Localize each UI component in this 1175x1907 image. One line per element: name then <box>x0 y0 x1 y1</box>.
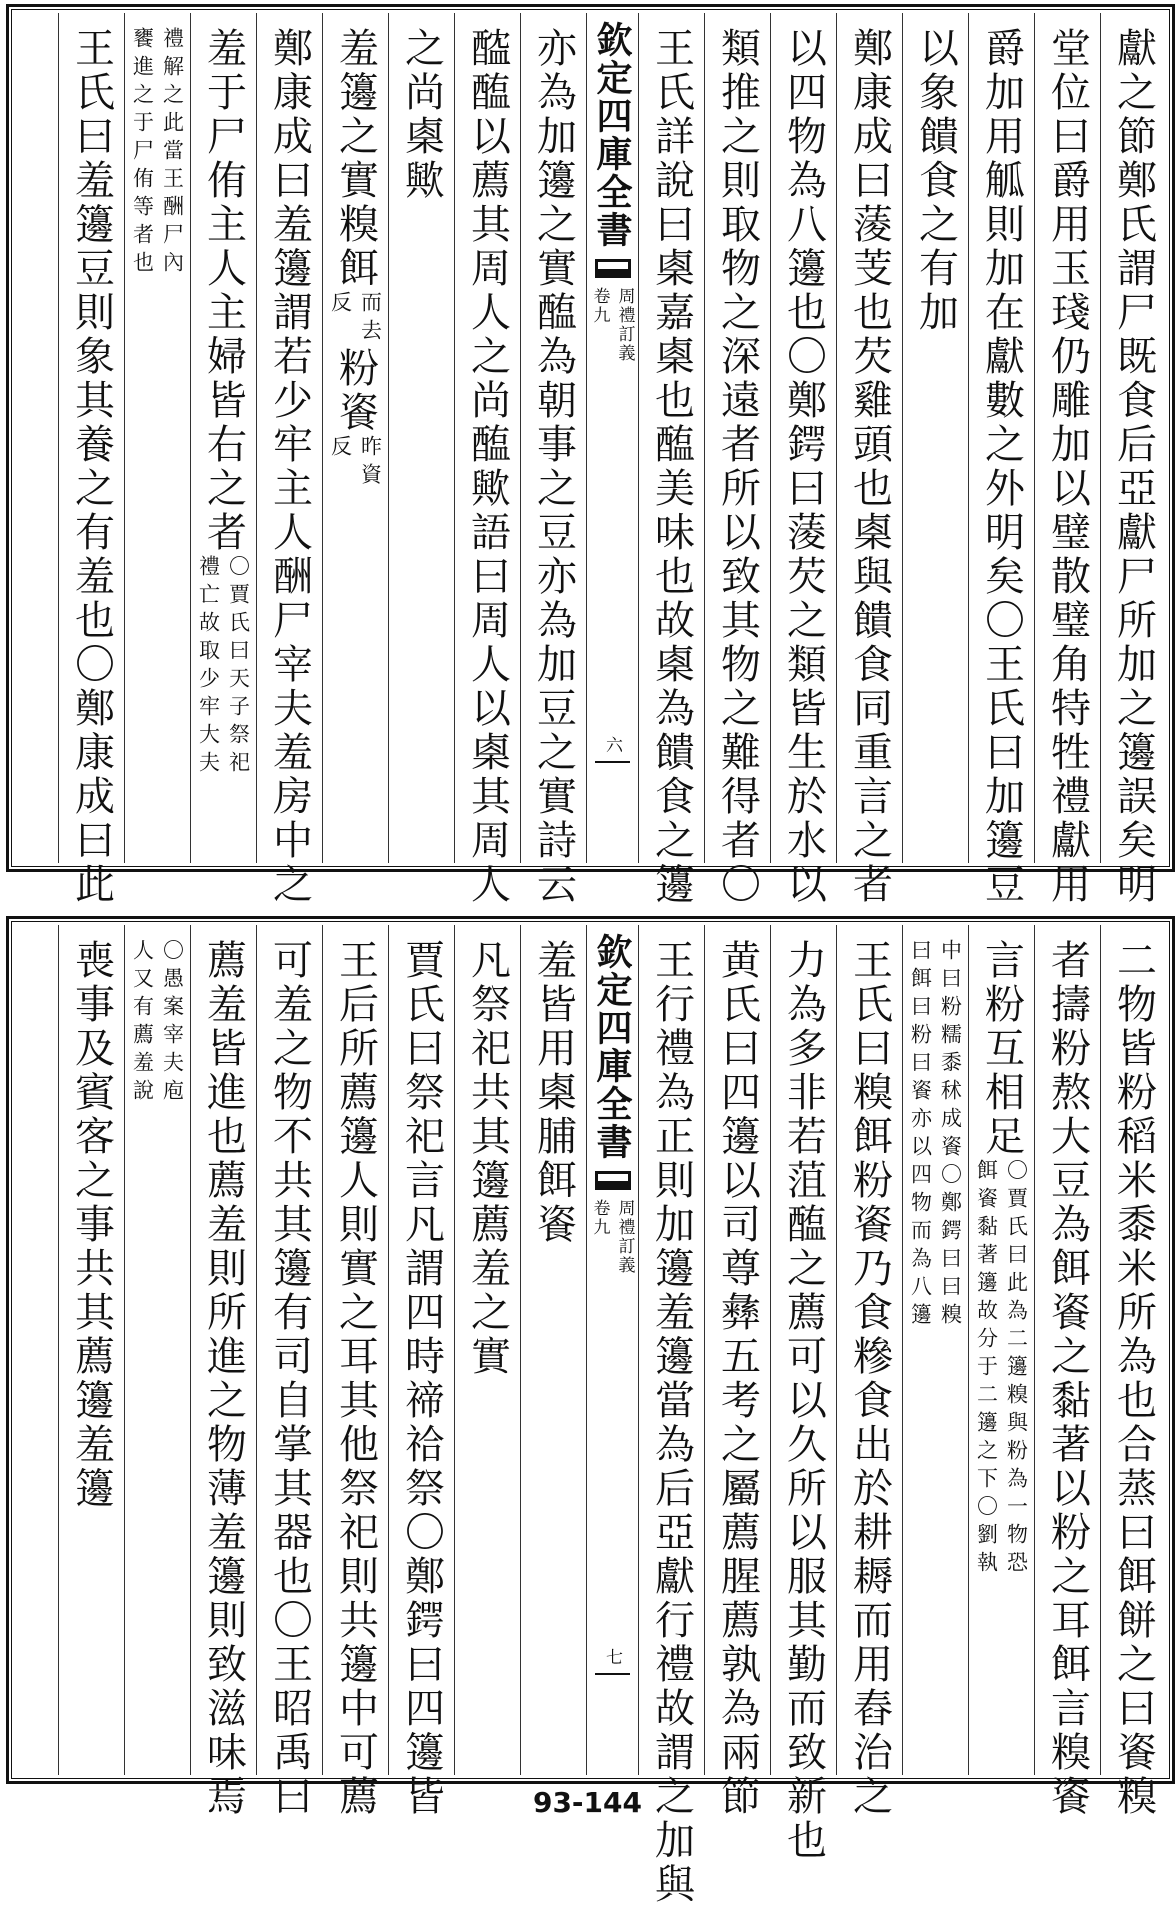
left-text-column <box>190 925 256 1819</box>
left-text-column <box>58 13 124 907</box>
leaf-number: 七 <box>602 1648 622 1665</box>
column-text: 類推之則取物之深遠者所以致其物之難得者〇 <box>714 27 761 907</box>
column-text: 爵加用觚則加在獻數之外明矣〇王氏曰加籩豆 <box>978 27 1025 907</box>
page-footer-number: 93-144 <box>532 1786 643 1819</box>
column-text: 喪事及賓客之事共其薦籩羞籩 <box>68 939 115 1511</box>
center-fold-column <box>586 13 638 863</box>
right-text-column <box>638 13 704 907</box>
column-text: 鄭康成曰蔆芰也芡雞頭也㮚與饋食同重言之者 <box>846 27 893 907</box>
right-text-column <box>1100 13 1166 907</box>
left-text-column <box>256 925 322 1819</box>
left-text-column <box>322 13 388 863</box>
left-text-column <box>58 925 124 1775</box>
right-text-column <box>902 13 968 863</box>
column-text: 之尚㮚歟 <box>398 27 445 203</box>
note-line: 反 <box>328 435 353 463</box>
left-text-column <box>190 13 256 863</box>
note-line: 禮解之此當王酬尸內 <box>160 27 185 279</box>
column-text: 羞籩之實糗餌 <box>332 27 379 291</box>
column-text: 獻之節鄭氏謂尸既食后亞獻尸所加之籩誤矣明 <box>1110 27 1157 907</box>
right-text-column <box>902 925 968 1775</box>
left-text-column <box>256 13 322 907</box>
note-line: 餌餈黏著籩故分于二籩之下〇劉執 <box>974 1159 999 1579</box>
left-text-column <box>454 925 520 1775</box>
annotation-note <box>326 435 386 491</box>
annotation-note <box>128 27 188 279</box>
fold-rule <box>595 761 630 763</box>
annotation-note <box>326 291 386 347</box>
page-top <box>6 4 1175 907</box>
annotation-note <box>194 555 254 779</box>
fishtail-mark-icon <box>593 1169 633 1195</box>
right-text-column <box>968 13 1034 907</box>
book-title: 欽定四庫全書 <box>591 933 633 1161</box>
column-text: 以四物為八籩也〇鄭鍔曰蔆芡之類皆生於水以 <box>780 27 827 907</box>
right-text-column <box>770 925 836 1863</box>
note-line: 〇愚案宰夫庖 <box>160 939 185 1107</box>
column-text: 二物皆粉稻米黍米所為也合蒸曰餌餅之曰餈糗 <box>1110 939 1157 1819</box>
left-text-column <box>388 13 454 863</box>
column-text: 薦羞皆進也薦羞則所進之物薄羞籩則致滋味焉 <box>200 939 247 1819</box>
note-line: 昨資 <box>358 435 383 491</box>
column-text: 粉餈 <box>332 347 379 435</box>
left-text-column <box>322 925 388 1819</box>
right-text-column <box>638 925 704 1907</box>
note-line: 〇賈氏曰此為二籩糗與粉為一物恐 <box>1004 1159 1029 1579</box>
left-text-column <box>124 925 190 1775</box>
book-subtitle: 周禮訂義 <box>614 1199 635 1275</box>
column-text: 力為多非若菹醢之薦可以久所以服其勤而致新也 <box>780 939 827 1863</box>
column-text: 者擣粉熬大豆為餌餈之黏著以粉之耳餌言糗餈 <box>1044 939 1091 1819</box>
note-line: 中曰粉糯黍秫成餈〇鄭鍔曰曰糗 <box>938 939 963 1331</box>
right-text-column <box>836 13 902 907</box>
column-text: 王行禮為正則加籩羞籩當為后亞獻行禮故謂之加與 <box>648 939 695 1907</box>
column-text: 黄氏曰四籩以司尊彝五考之屬薦腥薦孰為兩節 <box>714 939 761 1819</box>
center-fold-column <box>586 925 638 1775</box>
left-text-column <box>520 925 586 1775</box>
juan-number: 卷九 <box>589 287 610 325</box>
column-text: 亦為加籩之實醢為朝事之豆亦為加豆之實詩云 <box>530 27 577 907</box>
leaf-number: 六 <box>602 736 622 753</box>
column-text: 醓醢以薦其周人之尚醢歟語曰周人以㮚其周人 <box>464 27 511 907</box>
note-line: 禮亡故取少牢大夫 <box>196 555 221 779</box>
book-title: 欽定四庫全書 <box>591 21 633 249</box>
column-text: 羞于尸侑主人主婦皆右之者 <box>200 27 247 555</box>
column-text: 以象饋食之有加 <box>912 27 959 335</box>
book-subtitle: 周禮訂義 <box>614 287 635 363</box>
left-text-column <box>520 13 586 907</box>
note-line: 反 <box>328 291 353 319</box>
right-text-column <box>1100 925 1166 1819</box>
note-line: 而去 <box>358 291 383 347</box>
annotation-note <box>906 939 966 1331</box>
left-text-column <box>124 13 190 863</box>
right-text-column <box>704 13 770 907</box>
note-line: 〇賈氏曰天子祭祀 <box>226 555 251 779</box>
column-text: 王氏曰羞籩豆則象其養之有羞也〇鄭康成曰此 <box>68 27 115 907</box>
top-columns <box>15 13 1166 907</box>
note-line: 曰餌曰粉曰餈亦以四物而為八籩 <box>908 939 933 1331</box>
juan-number: 卷九 <box>589 1199 610 1237</box>
right-text-column <box>770 13 836 907</box>
right-text-column <box>968 925 1034 1775</box>
column-text: 堂位曰爵用玉琖仍雕加以璧散璧角特牲禮獻用 <box>1044 27 1091 907</box>
right-text-column <box>1034 13 1100 907</box>
column-text: 王后所薦籩人則實之耳其他祭祀則共籩中可薦 <box>332 939 379 1819</box>
note-line: 人又有薦羞說 <box>130 939 155 1107</box>
column-text: 凡祭祀共其籩薦羞之實 <box>464 939 511 1379</box>
annotation-note <box>972 1159 1032 1579</box>
column-text: 王氏曰糗餌粉餈乃食糝食出於耕耨而用舂治之 <box>846 939 893 1819</box>
fishtail-mark-icon <box>593 257 633 283</box>
column-text: 羞皆用㮚脯餌餈 <box>530 939 577 1247</box>
right-text-column <box>1034 925 1100 1819</box>
column-text: 鄭康成曰羞籩謂若少牢主人酬尸宰夫羞房中之 <box>266 27 313 907</box>
right-text-column <box>704 925 770 1819</box>
annotation-note <box>128 939 188 1107</box>
note-line: 饔進之于尸侑等者也 <box>130 27 155 279</box>
column-text: 王氏詳說曰㮚嘉㮚也醢美味也故㮚為饋食之籩 <box>648 27 695 907</box>
column-text: 可羞之物不共其籩有司自掌其器也〇王昭禹曰 <box>266 939 313 1819</box>
column-text: 言粉互相足 <box>978 939 1025 1159</box>
left-text-column <box>388 925 454 1819</box>
column-text: 賈氏曰祭祀言凡謂四時禘祫祭〇鄭鍔曰四籩皆 <box>398 939 445 1819</box>
right-text-column <box>836 925 902 1819</box>
left-text-column <box>454 13 520 907</box>
fold-rule <box>595 1673 630 1675</box>
